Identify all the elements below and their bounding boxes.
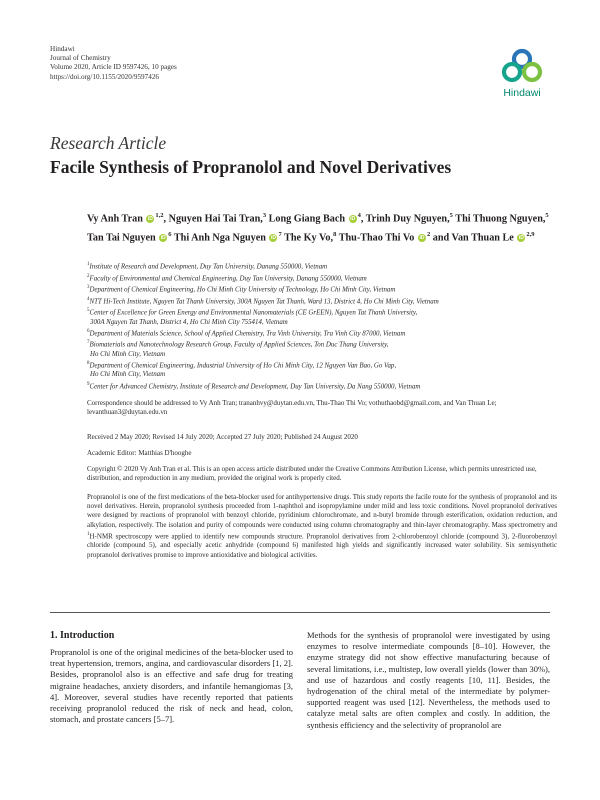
affiliation-number: 9 xyxy=(87,381,90,387)
academic-editor: Academic Editor: Matthias D'hooghe xyxy=(87,449,192,457)
author-affiliation-ref: 1,2 xyxy=(155,212,164,219)
affiliations xyxy=(87,260,557,391)
author-name: Long Giang Bach xyxy=(268,213,346,225)
hindawi-rings-icon xyxy=(499,48,545,86)
author-name: Vy Anh Tran xyxy=(87,213,143,225)
affiliation-number: 3 xyxy=(87,285,90,290)
affiliation-line xyxy=(87,318,557,327)
affiliation-text: NTT Hi-Tech Institute, Nguyen Tat Thanh University, 300A Nguyen Tat Thanh, Ward 13, District 4, Ho Chi Minh City, Vietnam xyxy=(89,297,439,305)
affiliation-text: Institute of Research and Development, Duy Tan University, Danang 550000, Vietnam xyxy=(89,263,328,271)
affiliation-text: Department of Chemical Engineering, Industrial University of Ho Chi Minh City, 12 Nguyen Van Bao, Go Vap, xyxy=(89,362,397,370)
author-affiliation-ref: 5 xyxy=(449,212,453,219)
author-separator: , xyxy=(163,213,169,225)
author-name: Nguyen Hai Tai Tran, xyxy=(168,213,263,225)
orcid-icon[interactable]: iD xyxy=(350,216,356,223)
author-affiliation-ref: 4 xyxy=(357,212,361,219)
hindawi-wordmark: Hindawi xyxy=(503,87,541,99)
affiliation-line xyxy=(87,306,557,318)
affiliation-line xyxy=(87,327,557,339)
publisher-name: Hindawi xyxy=(50,45,75,53)
affiliation-line xyxy=(87,350,557,359)
abstract xyxy=(87,493,557,560)
author-affiliation-ref: 3 xyxy=(262,212,267,219)
affiliation-text: Faculty of Environmental and Chemical Engineering, Duy Tan University, Danang 550000, Vietnam xyxy=(89,274,367,282)
section-divider xyxy=(50,612,550,613)
affiliation-text: Center of Excellence for Green Energy and Environmental Nanomaterials (CE GrEEN), Nguyen Tat Thanh University, xyxy=(89,309,418,317)
orcid-icon[interactable]: iD xyxy=(160,234,166,241)
affiliation-text: Ho Chi Minh City, Vietnam xyxy=(90,350,166,358)
affiliation-text: 300A Nguyen Tat Thanh, District 4, Ho Chi Minh City 755414, Vietnam xyxy=(90,318,288,326)
affiliation-number: 6 xyxy=(87,328,90,334)
doi-link[interactable]: https://doi.org/10.1155/2020/9597426 xyxy=(50,72,160,81)
affiliation-text: Biomaterials and Nanotechnology Research Group, Faculty of Applied Sciences, Ton Duc Thang University, xyxy=(89,341,389,349)
hindawi-logo xyxy=(497,48,547,99)
affiliation-number: 7 xyxy=(87,340,90,346)
affiliation-text: Center for Advanced Chemistry, Institute of Research and Development, Duy Tan University, Da Nang 550000, Vietnam xyxy=(89,382,421,390)
section-heading: 1. Introduction xyxy=(50,630,115,641)
orcid-icon[interactable]: iD xyxy=(419,234,425,241)
orcid-icon[interactable]: iD xyxy=(147,216,153,223)
orcid-icon[interactable]: iD xyxy=(518,234,524,241)
author-affiliation-ref: 8 xyxy=(333,230,337,238)
author-separator: , xyxy=(360,213,366,225)
affiliation-line xyxy=(87,380,557,392)
author-affiliation-ref: 7 xyxy=(278,230,282,238)
author-affiliation-ref: 2,9 xyxy=(526,230,535,238)
affiliation-text: Department of Materials Science, School of Applied Chemistry, Tra Vinh University, Tra Vinh City 87000, Vietnam xyxy=(89,330,406,337)
affiliation-line xyxy=(87,283,557,295)
abstract-part-2: H-NMR spectroscopy were applied to identify new compounds structure. Propranolol derivatives from 2-chlorobenzoyl chloride (compound 3), 2-fluorobenzoyl chloride (compound 5), and especially acetic anhydride (compound 6) manifested high yields and significantly increased water solubility. Six semisynthetic propranolol derivatives promise to improve antioxidative and biological activities. xyxy=(87,532,557,559)
abstract-superscript: 1 xyxy=(87,531,90,537)
affiliation-line xyxy=(87,338,557,350)
article-type: Research Article xyxy=(50,133,167,153)
affiliation-number: 4 xyxy=(87,296,90,302)
affiliation-line xyxy=(87,295,557,307)
author-list xyxy=(87,208,557,246)
journal-meta xyxy=(50,45,177,82)
author-affiliation-ref: 6 xyxy=(168,230,172,238)
author-name: Thi Thuong Nguyen, xyxy=(455,213,546,225)
affiliation-number: 5 xyxy=(87,308,90,313)
orcid-icon[interactable]: iD xyxy=(270,234,276,241)
affiliation-text: Department of Chemical Engineering, Ho Chi Minh City University of Technology, Ho Chi Minh City, Vietnam xyxy=(89,286,396,294)
affiliation-line xyxy=(87,260,557,272)
author-affiliation-ref: 5 xyxy=(545,212,549,219)
author-name: The Ky Vo, xyxy=(284,232,334,244)
affiliation-number: 2 xyxy=(87,273,90,279)
copyright-notice: Copyright © 2020 Vy Anh Tran et al. This is an open access article distributed under the Creative Commons Attribution License, which permits unrestricted use, distribution, and reproduction in any medium, provided the original work is properly cited. xyxy=(87,465,537,483)
intro-right-column: Methods for the synthesis of propranolol were investigated by using enzymes to resolve intermediate compounds [8–10]. However, the enzyme strategy did not show effective manufacturing because of several limitations, i.e., multistep, low overall yields (lower than 30%), and use of hazardous and costly reagents [10, 11]. Besides, the hydrogenation of the chiral metal of the intermediate by polymer-supported reagent was used [12]. Nevertheless, the methods used to catalyze metal salts are often complex and costly. In addition, the synthesis efficiency and the selectivity of propranolol are xyxy=(307,630,550,730)
author-name: and Van Thuan Le xyxy=(432,232,514,244)
affiliation-line xyxy=(87,359,557,371)
author-name: Tan Tai Nguyen xyxy=(87,232,156,244)
author-name: Thi Anh Nga Nguyen xyxy=(173,232,266,244)
author-name: Trinh Duy Nguyen, xyxy=(365,213,450,225)
affiliation-number: 8 xyxy=(87,360,90,366)
abstract-part-1: Propranolol is one of the first medications of the beta-blocker used for antihypertensive drugs. This study reports the facile route for the synthesis of propranolol and its novel derivatives. Herein, propranolol synthesis proceeded from 1-naphthol and isopropylamine under mild and less toxic conditions. Novel propranolol derivatives were designed by reactions of propranolol with benzoyl chloride, pyridinium chlorochromate, and n-butyl bromide through esterification, oxidation reduction, and alkylation, respectively. The isolation and purity of compounds were conducted using column chromatography and thin-layer chromatography. Mass spectrometry and xyxy=(87,493,557,529)
affiliation-line xyxy=(87,370,557,379)
affiliation-text: Ho Chi Minh City, Vietnam xyxy=(90,371,166,379)
intro-left-column: Propranolol is one of the original medicines of the beta-blocker used to treat hypertension, tremors, angina, and cardiovascular disorders [1, 2]. Besides, propranolol also is an effective and safe drug for treating migraine headaches, anxiety disorders, and infantile hemangiomas [3, 4]. Moreover, several studies have recently reported that patients receiving propranolol reduced the risk of neck and head, colon, stomach, and prostate cancers [5–7]. xyxy=(50,647,293,725)
article-dates: Received 2 May 2020; Revised 14 July 2020; Accepted 27 July 2020; Published 24 August 2020 xyxy=(87,433,358,441)
journal-name: Journal of Chemistry xyxy=(50,54,111,63)
affiliation-number: 1 xyxy=(87,262,90,267)
affiliation-line xyxy=(87,272,557,284)
author-affiliation-ref: 2 xyxy=(426,230,431,238)
volume-line: Volume 2020, Article ID 9597426, 10 pages xyxy=(50,63,177,72)
author-name: Thu-Thao Thi Vo xyxy=(338,232,415,244)
correspondence: Correspondence should be addressed to Vy Anh Tran; trananhvy@duytan.edu.vn, Thu-Thao Thi Vo; vothuthaobd@gmail.com, and Van Thuan Le; levanthuan3@duytan.edu.vn xyxy=(87,399,497,417)
article-title: Facile Synthesis of Propranolol and Novel Derivatives xyxy=(50,157,452,177)
